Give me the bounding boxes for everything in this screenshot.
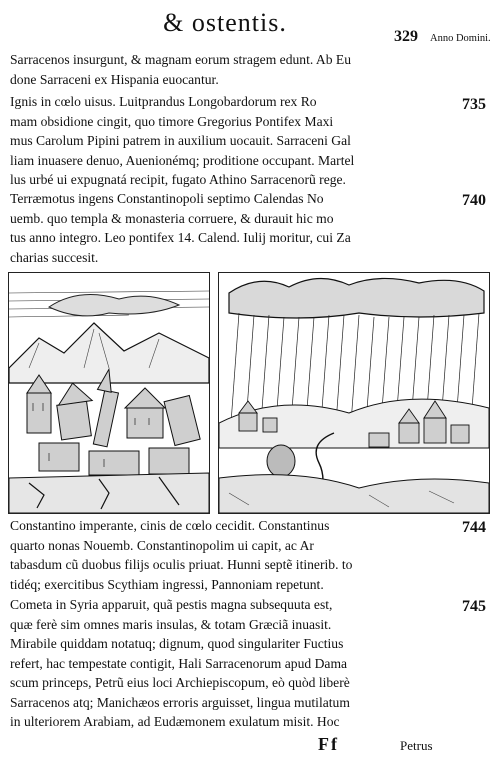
- text-line: Sarracenos insurgunt, & magnam eorum stragem edunt. Ab Eu: [10, 52, 352, 67]
- catchword: Petrus: [400, 738, 433, 753]
- text-line: refert, hac tempestate contigit, Hali Sarracenorum apud Dama: [10, 655, 348, 671]
- paragraph-740: [10, 189, 351, 267]
- text-line: tus anno integro. Leo pontifex 14. Calend. Iulij moritur, cui Za: [10, 230, 351, 245]
- text-line: tidéq; exercitibus Scythiam ingressi, Pannoniam repetunt.: [10, 576, 324, 592]
- text-line: mus Carolum Pipini patrem in auxilium uocauit. Sarraceni Gal: [10, 133, 351, 148]
- paragraph-745: [10, 595, 350, 732]
- text-line: Sarracenos atq; Manichæos erroris arguisset, lingua mutilatum: [10, 694, 350, 710]
- woodcut-ash-rain-landscape: [218, 272, 490, 514]
- text-line: mam obsidione cingit, quo timore Gregorius Pontifex Maxi: [10, 113, 334, 129]
- text-line: tabasdum cũ duobus filijs oculis priuat. Hunni septẽ itinerib. to: [10, 557, 353, 572]
- text-line: Cometa in Syria apparuit, quã pestis magna subsequuta est,: [10, 597, 333, 612]
- text-line: scum princeps, Petrũ eius loci Archiepiscopum, eò quòd liberè: [10, 675, 350, 690]
- text-line: Mirabile quiddam notatuq; dignum, quod singulariter Fuctius: [10, 636, 344, 651]
- folio-number: 329: [394, 28, 418, 45]
- text-line: lus urbé ui expugnatá recipit, fugato Athino Sarracenorũ rege.: [10, 172, 346, 187]
- text-line: Terræmotus ingens Constantinopoli septimo Calendas No: [10, 191, 324, 206]
- anno-domini-label: Anno Domini.: [430, 33, 491, 44]
- text-line: quarto nonas Nouemb. Constantinopolim ui capit, ac Ar: [10, 537, 314, 553]
- text-line: Constantino imperante, cinis de cœlo cecidit. Constantinus: [10, 518, 330, 533]
- paragraph-735: [10, 92, 354, 190]
- signature-mark: Ff: [318, 734, 339, 754]
- year-marker: 744: [462, 519, 486, 536]
- text-line: done Sarraceni ex Hispania euocantur.: [10, 71, 219, 87]
- year-marker: 735: [462, 96, 486, 113]
- year-marker: 745: [462, 598, 486, 615]
- text-line: in ulteriorem Arabiam, ad Eudæmonem exulatum misit. Hoc: [10, 714, 340, 729]
- year-marker: 740: [462, 192, 486, 209]
- text-line: Ignis in cœlo uisus. Luitprandus Longobardorum rex Ro: [10, 94, 317, 109]
- text-line: liam inuasere denuo, Auenionémq; proditione occupant. Martel: [10, 152, 355, 168]
- woodcut-earthquake-city: [8, 272, 210, 514]
- text-line: uemb. quo templa & monasteria corruere, & durauit hic mo: [10, 210, 334, 226]
- text-line: charias succesit.: [10, 249, 99, 265]
- paragraph-744: [10, 516, 352, 594]
- text-line: quæ ferè sim omnes maris insulas, & totam Græciã inuasit.: [10, 616, 332, 632]
- running-title: & ostentis.: [163, 8, 287, 37]
- paragraph-intro: [10, 50, 351, 89]
